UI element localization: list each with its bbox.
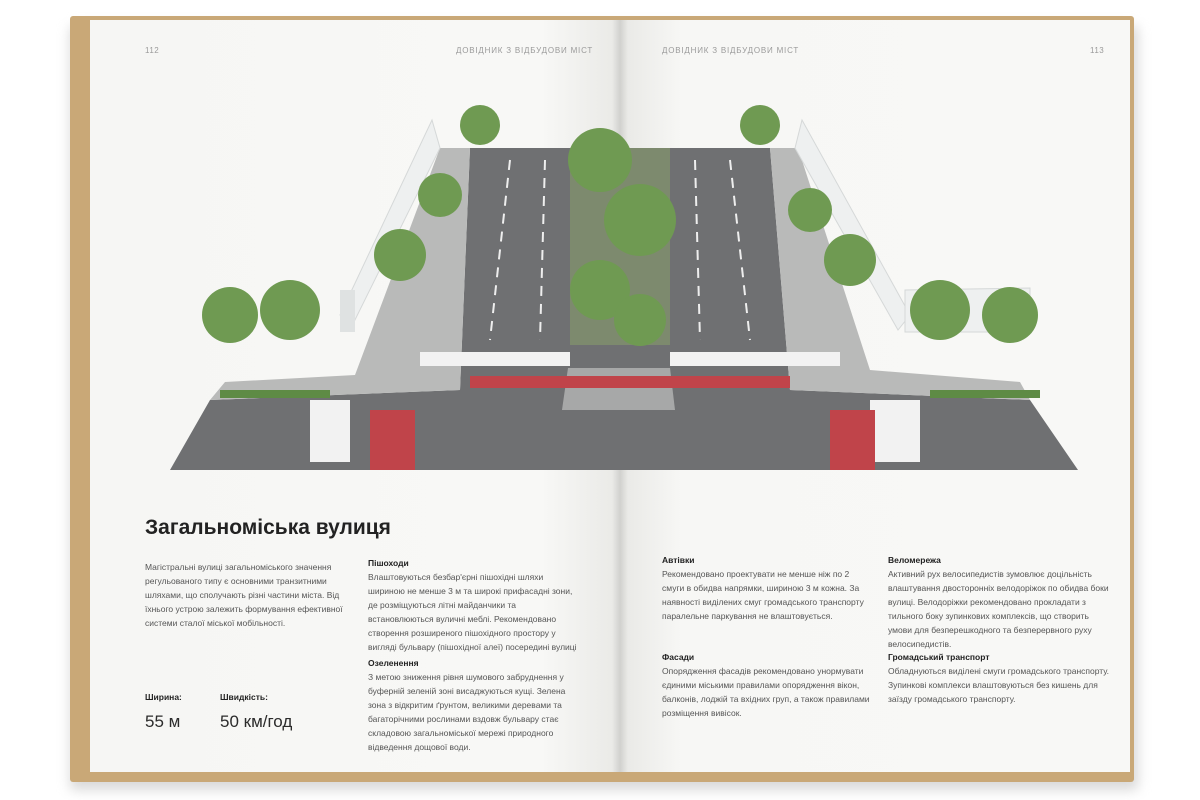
left-running-head: ДОВІДНИК З ВІДБУДОВИ МІСТ	[456, 46, 594, 55]
left-building-front	[340, 290, 355, 332]
crosswalk-south-left	[310, 400, 350, 462]
bike-heading: Веломережа	[888, 555, 941, 565]
intro-text: Магістральні вулиці загальноміського значення регульованого типу є основними транзитними шляхами, що сполучають різні частини міста. Від їхнього устрою залежить формування ефективної системи сталої міської мобільності.	[145, 562, 343, 628]
central-plaza	[562, 368, 675, 410]
tree	[788, 188, 832, 232]
speed-label: Швидкість:	[220, 692, 268, 702]
right-page-number: 113	[1090, 46, 1105, 55]
section-bike	[888, 555, 1110, 651]
crosswalk-north-right	[670, 352, 840, 366]
section-cars	[662, 555, 870, 623]
tree	[824, 234, 876, 286]
greenery-heading: Озеленення	[368, 658, 419, 668]
bike-lane-left	[370, 410, 415, 470]
facades-text: Опорядження фасадів рекомендовано унормувати єдиними міськими правилами опорядження вікон, балконів, лоджій та вхідних груп, а також правилами розміщення вивісок.	[662, 666, 870, 718]
bike-lane-right	[830, 410, 875, 470]
tree	[910, 280, 970, 340]
width-value: 55 м	[145, 712, 181, 731]
transit-text: Обладнуються виділені смуги громадського транспорту. Зупинкові комплекси влаштовуються без кишень для заїзду громадського транспорту.	[888, 666, 1110, 704]
left-page-number: 112	[145, 46, 160, 55]
width-label: Ширина:	[145, 692, 182, 702]
hedge-left	[220, 390, 330, 398]
crosswalk-south-right	[870, 400, 920, 462]
section-pedestrians	[368, 558, 580, 654]
cars-heading: Автівки	[662, 555, 695, 565]
pedestrians-text: Влаштовуються безбар'єрні пішохідні шляхи шириною не менше 3 м та широкі прифасадні зони, де розміщуються літні майданчики та встановлюються вуличні меблі. Рекомендовано створення розширеного пішохідного простору у вигляді бульвару (пішохідної алеї) посередині вулиці	[368, 572, 577, 652]
section-facades	[662, 652, 870, 720]
tree	[614, 294, 666, 346]
tree	[740, 105, 780, 145]
hedge-right	[930, 390, 1040, 398]
pedestrians-heading: Пішоходи	[368, 558, 409, 568]
tree	[260, 280, 320, 340]
tree	[604, 184, 676, 256]
section-greenery	[368, 658, 580, 754]
greenery-text: З метою зниження рівня шумового забруднення у буферній зеленій зоні висаджуються кущі. Зелена зона з відкритим ґрунтом, великими деревами та багаторічними рослинами вздовж бульвару стає складовою загальноміської мережі природного відведення дощової води.	[368, 672, 566, 752]
crosswalk-north-left	[420, 352, 570, 366]
cars-text: Рекомендовано проектувати не менше ніж по 2 смуги в обидва напрямки, шириною 3 м кожна. За наявності виділених смуг громадського транспорту паралельне паркування не влаштовується.	[662, 569, 864, 621]
tree	[568, 128, 632, 192]
tree	[374, 229, 426, 281]
tree	[982, 287, 1038, 343]
page-title: Загальноміська вулиця	[145, 516, 391, 539]
facades-heading: Фасади	[662, 652, 695, 662]
speed-value: 50 км/год	[220, 712, 293, 731]
bike-lane-cross	[470, 376, 790, 388]
transit-heading: Громадський транспорт	[888, 652, 990, 662]
tree	[418, 173, 462, 217]
right-running-head: ДОВІДНИК З ВІДБУДОВИ МІСТ	[662, 46, 800, 55]
section-transit	[888, 652, 1110, 706]
bike-text: Активний рух велосипедистів зумовлює доцільність влаштування двосторонніх велодоріжок по обидва боки вулиці. Велодоріжки рекомендовано прокладати з тильного боку зупинкових комплексів, що створить умови для безперешкодного та безперервного руху велосипедистів.	[888, 569, 1109, 649]
street-illustration	[170, 100, 1078, 472]
tree	[202, 287, 258, 343]
tree	[460, 105, 500, 145]
